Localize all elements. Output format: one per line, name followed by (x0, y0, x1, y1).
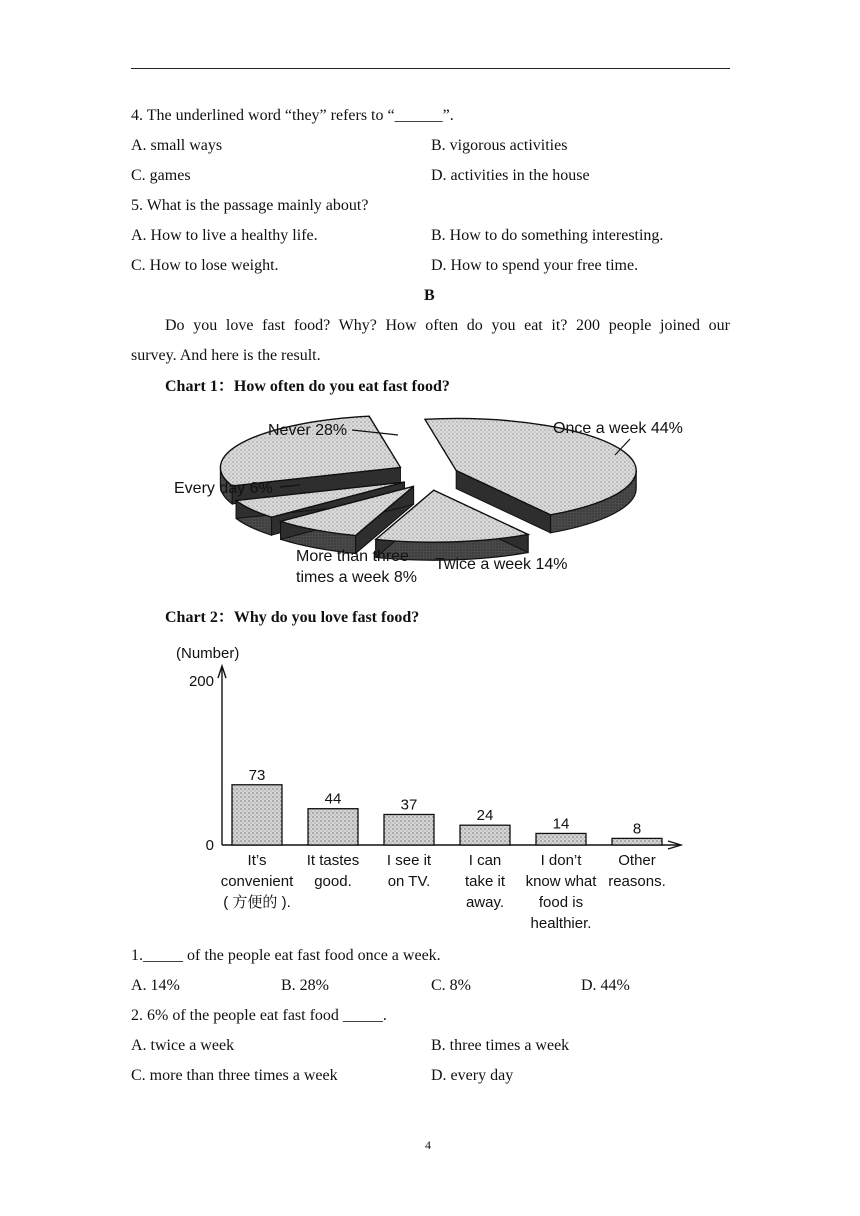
category-label-3-line-1: I see it (386, 852, 432, 869)
q1-option-c: C. 8% (431, 977, 471, 994)
q4-option-c: C. games (131, 167, 191, 184)
q5-option-c: C. How to lose weight. (131, 257, 279, 274)
bar-6 (612, 838, 662, 845)
section-heading: B (424, 287, 435, 304)
label-never: Never 28% (268, 422, 348, 439)
category-label-5-line-2: know what (525, 873, 597, 890)
label-twice-a-week: Twice a week 14% (435, 556, 568, 573)
bar-5 (536, 833, 586, 845)
page-number: 4 (425, 1138, 431, 1152)
label-once-a-week: Once a week 44% (553, 420, 683, 437)
y-axis-label: (Number) (176, 645, 240, 662)
q4-option-a: A. small ways (131, 137, 223, 154)
q1-option-d: D. 44% (581, 977, 630, 994)
bar-value-label-5: 14 (552, 815, 570, 833)
y-tick-0: 0 (205, 837, 214, 854)
header-rule (131, 68, 730, 69)
q5-option-b: B. How to do something interesting. (431, 227, 664, 244)
q4-option-b: B. vigorous activities (431, 137, 568, 154)
intro-line-1: Do you love fast food? Why? How often do you eat it? 200 people joined our (165, 317, 730, 334)
q1-option-b: B. 28% (281, 977, 329, 994)
bar-value-label-4: 24 (476, 807, 494, 825)
category-label-2-line-2: good. (314, 873, 352, 890)
category-label-5-line-4: healthier. (530, 915, 592, 932)
chart2-title: Chart 2：Why do you love fast food? (165, 609, 420, 626)
bar-value-label-1: 73 (248, 766, 266, 784)
q4-option-d: D. activities in the house (431, 167, 590, 184)
bar-value-label-3: 37 (400, 796, 418, 814)
q2-option-b: B. three times a week (431, 1037, 570, 1054)
q1-option-a: A. 14% (131, 977, 180, 994)
bar-value-label-6: 8 (632, 820, 642, 838)
q1-stem: 1._____ of the people eat fast food once a week. (131, 947, 441, 964)
category-label-6-line-1: Other (618, 852, 656, 869)
label-every-day: Every day 6% (174, 480, 273, 497)
bar-value-label-2: 44 (324, 790, 342, 808)
bar-1 (232, 785, 282, 845)
label-more-than-three-line1: More than three (296, 548, 409, 565)
q2-stem: 2. 6% of the people eat fast food _____. (131, 1007, 387, 1024)
q5-option-d: D. How to spend your free time. (431, 257, 639, 274)
category-label-2-line-1: It tastes (306, 852, 360, 869)
category-label-4-line-1: I can (468, 852, 502, 869)
bar-chart (160, 640, 700, 935)
label-more-than-three-line2: times a week 8% (296, 569, 417, 586)
category-label-1-line-3: ( 方便的 ). (223, 894, 291, 911)
q2-option-c: C. more than three times a week (131, 1067, 338, 1084)
category-label-1-line-1: It’s (247, 852, 267, 869)
bar-3 (384, 814, 434, 845)
q5-stem: 5. What is the passage mainly about? (131, 197, 369, 214)
bar-4 (460, 825, 510, 845)
intro-line-2: survey. And here is the result. (131, 347, 321, 364)
category-label-6-line-2: reasons. (608, 873, 666, 890)
category-label-5-line-1: I don’t (540, 852, 582, 869)
y-tick-200: 200 (188, 673, 214, 690)
q2-option-d: D. every day (431, 1067, 514, 1084)
bar-2 (308, 809, 358, 845)
category-label-4-line-2: take it (464, 873, 506, 890)
q5-option-a: A. How to live a healthy life. (131, 227, 318, 244)
category-label-1-line-2: convenient (220, 873, 294, 890)
category-label-4-line-3: away. (465, 894, 505, 911)
chart1-title: Chart 1：How often do you eat fast food? (165, 378, 450, 395)
pie-chart (160, 405, 700, 590)
q2-option-a: A. twice a week (131, 1037, 235, 1054)
category-label-3-line-2: on TV. (387, 873, 431, 890)
q4-stem: 4. The underlined word “they” refers to “______”. (131, 107, 454, 124)
category-label-5-line-3: food is (538, 894, 584, 911)
